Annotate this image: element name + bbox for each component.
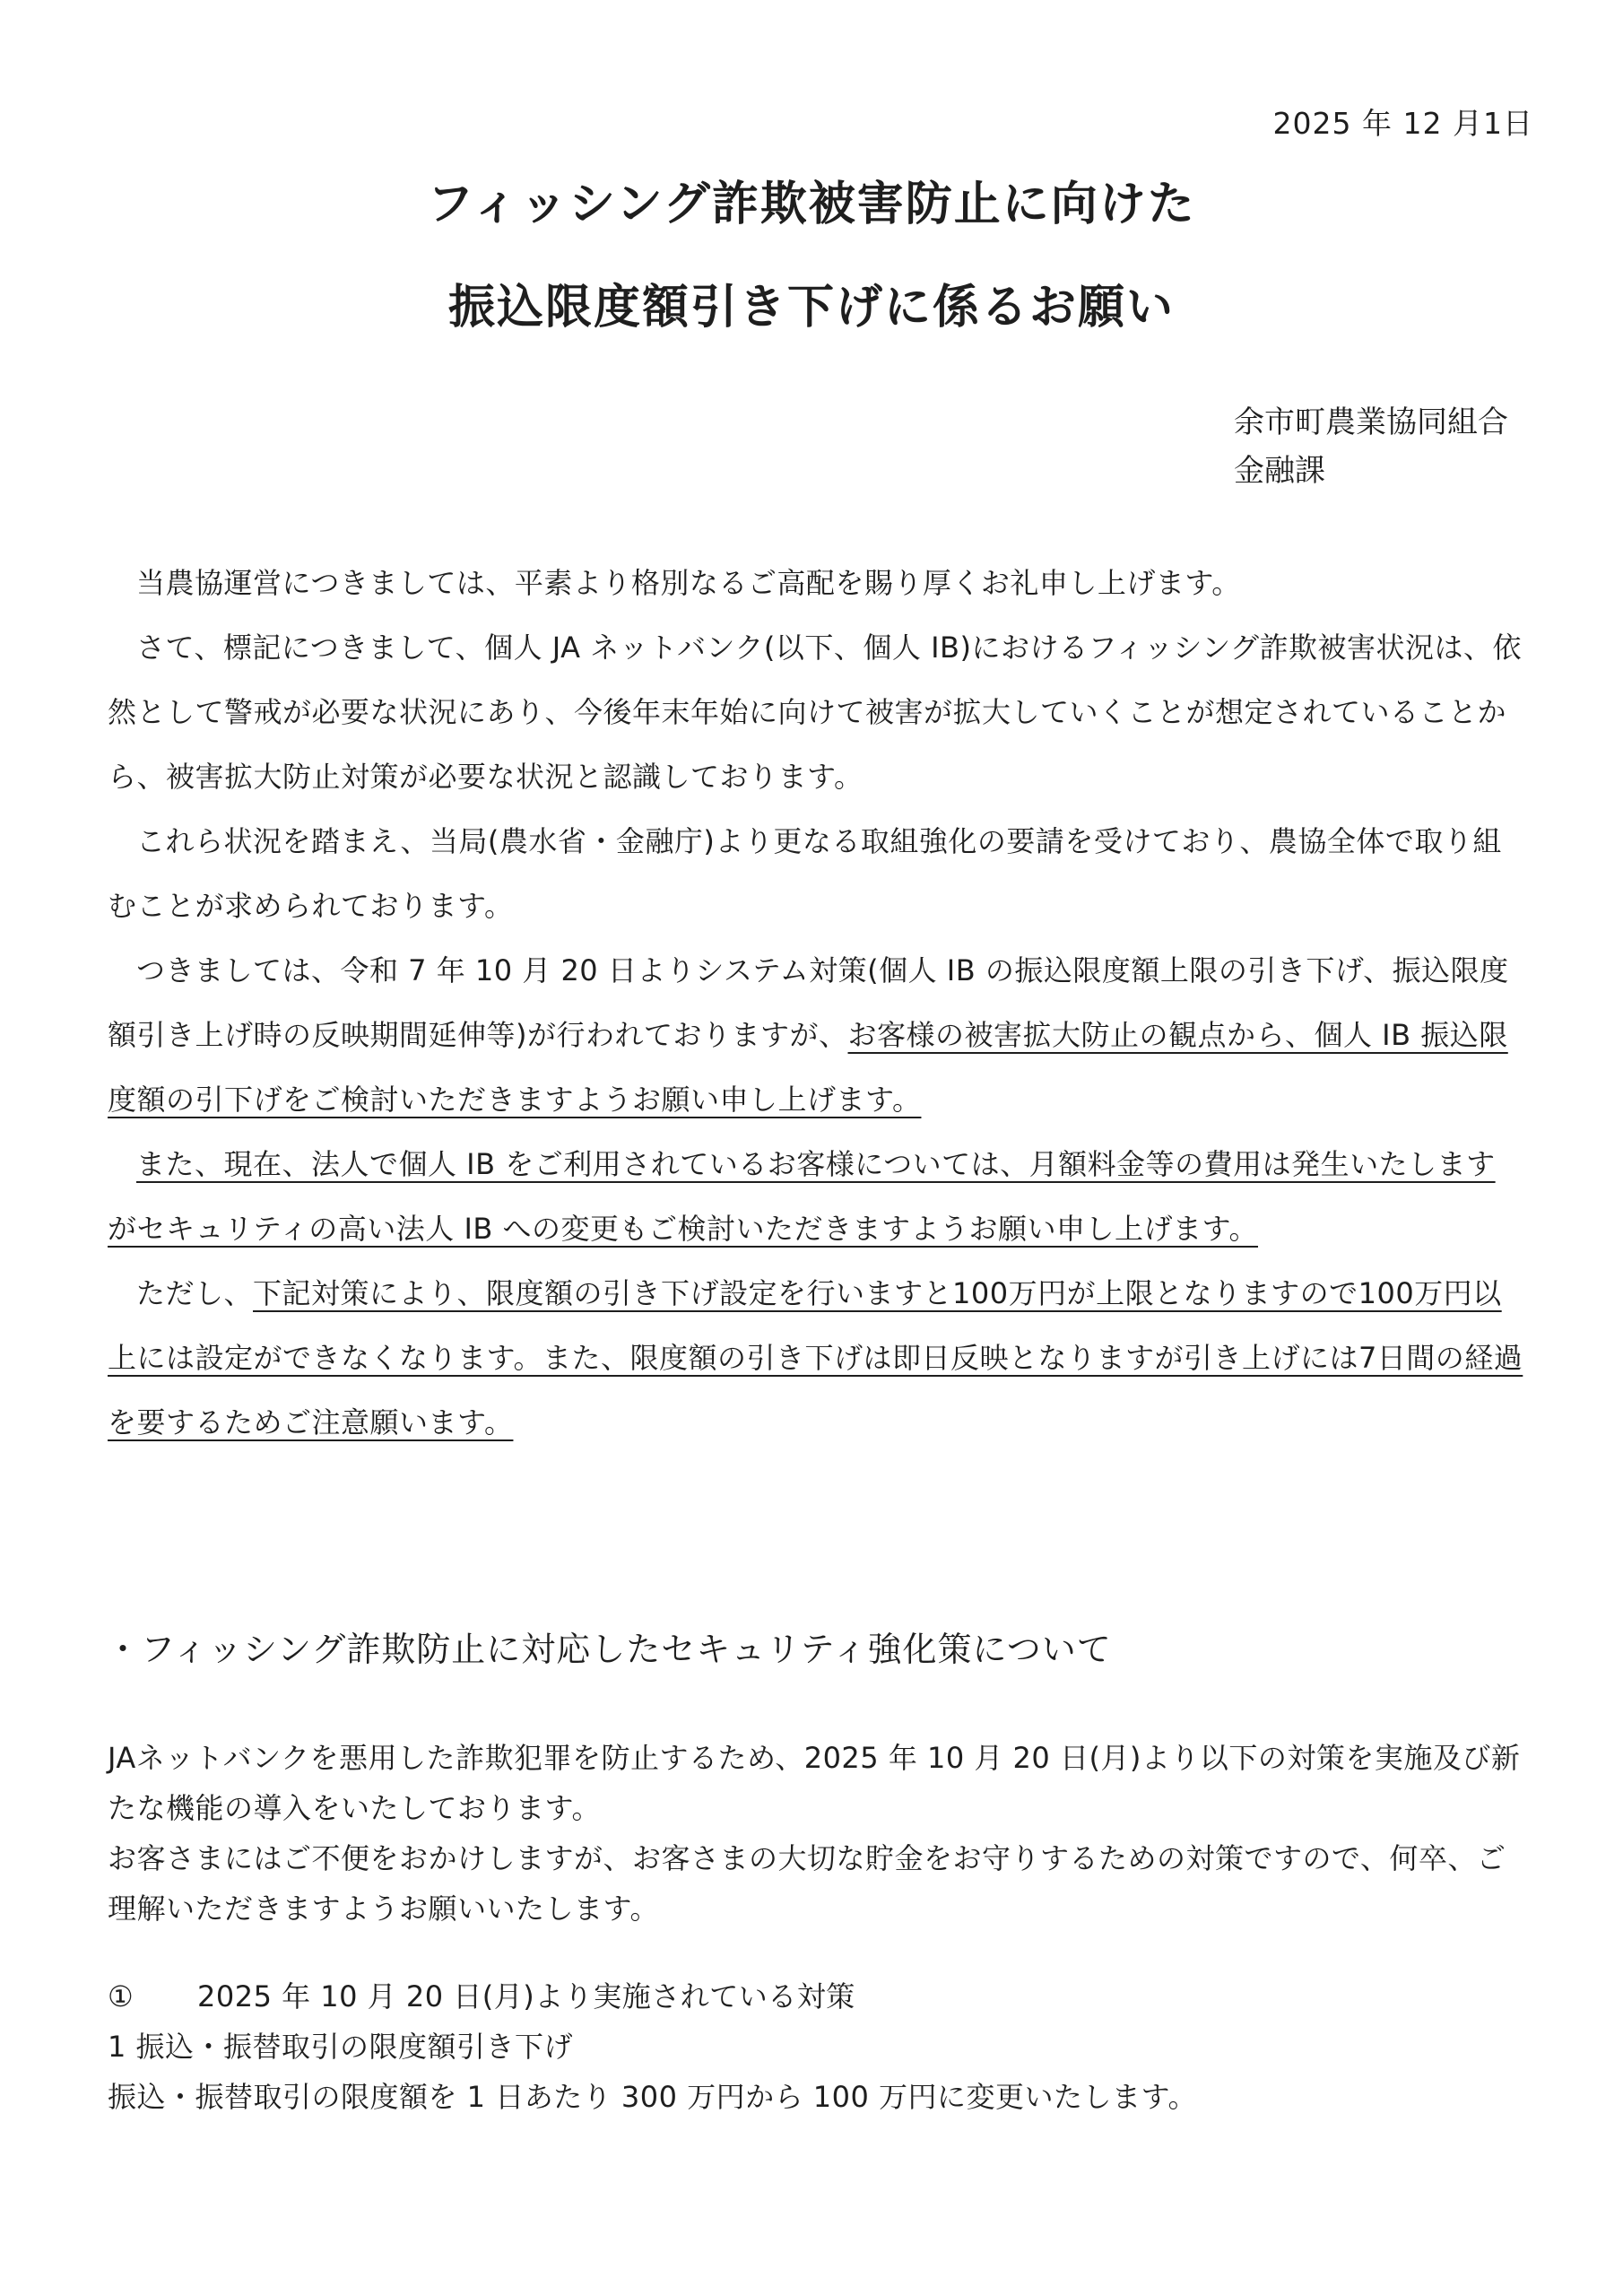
body-paragraph-1: 当農協運営につきましては、平素より格別なるご高配を賜り厚くお礼申し上げます。 [136,566,1241,600]
section-intro [108,1733,1524,1934]
sender-org: 余市町農業協同組合 [1234,404,1508,440]
notice-body [108,551,1524,1455]
section-heading: ・フィッシング詐欺防止に対応したセキュリティ強化策について [106,1630,1112,1669]
sender-dept: 金融課 [1234,453,1325,489]
measure-title: 2025 年 10 月 20 日(月)より実施されている対策 [197,1979,855,2013]
body-paragraph-3: これら状況を踏まえ、当局(農水省・金融庁)より更なる取組強化の要請を受けており、農協全体で取り組むことが求められております。 [108,824,1502,923]
title-line-1: フィッシング詐欺被害防止に向けた [427,178,1196,231]
body-paragraph-5: また、現在、法人で個人 IB をご利用されているお客様については、月額料金等の費用は発生いたしますがセキュリティの高い法人 IB への変更もご検討いただきますようお願い申し上げます。 [108,1147,1496,1246]
title-line-2: 振込限度額引き下げに係るお願い [447,281,1175,335]
issue-date: 2025 年 12 月1日 [1272,106,1533,141]
body-paragraph-6 [108,1261,1524,1455]
body-paragraph-2: さて、標記につきまして、個人 JA ネットバンク(以下、個人 IB)におけるフィッシング詐欺被害状況は、依然として警戒が必要な状況にあり、今後年末年始に向けて被害が拡大していくことが想定されていることから、被害拡大防止対策が必要な状況と認識しております。 [108,631,1522,794]
body-paragraph-4-underlined: お客様の被害拡大防止の観点から、個人 IB 振込限度額の引下げをご検討いただきますようお願い申し上げます。 [108,1018,1508,1117]
section-intro-1: JAネットバンクを悪用した詐欺犯罪を防止するため、2025 年 10 月 20 日(月)より以下の対策を実施及び新たな機能の導入をいたしております。 [108,1741,1521,1825]
measure-item-text: 振込・振替取引の限度額を 1 日あたり 300 万円から 100 万円に変更いたします。 [108,2080,1197,2114]
section-intro-2: お客さまにはご不便をおかけしますが、お客さまの大切な貯金をお守りするための対策ですので、何卒、ご理解いただきますようお願いいたします。 [108,1841,1506,1926]
sender-block [1234,398,1508,495]
measure-item-label: 1 振込・振替取引の限度額引き下げ [108,2030,574,2064]
body-paragraph-4-plain: つきましては、令和 7 年 10 月 20 日よりシステム対策(個人 IB の振込限度額上限の引き下げ、振込限度額引き上げ時の反映期間延伸等)が行われておりますが、 [108,953,1509,1052]
measures-list [108,1971,1524,2122]
body-paragraph-4 [108,938,1524,1132]
measure-heading [108,1971,1524,2022]
body-paragraph-6-underlined: 下記対策により、限度額の引き下げ設定を行いますと100万円が上限となりますので100万円以上には設定ができなくなります。また、限度額の引き下げは即日反映となりますが引き上げには7日間の経過を要するためご注意願います。 [108,1276,1523,1439]
body-paragraph-6-plain: ただし、 [136,1276,254,1310]
measure-number: ① [108,1979,135,2013]
